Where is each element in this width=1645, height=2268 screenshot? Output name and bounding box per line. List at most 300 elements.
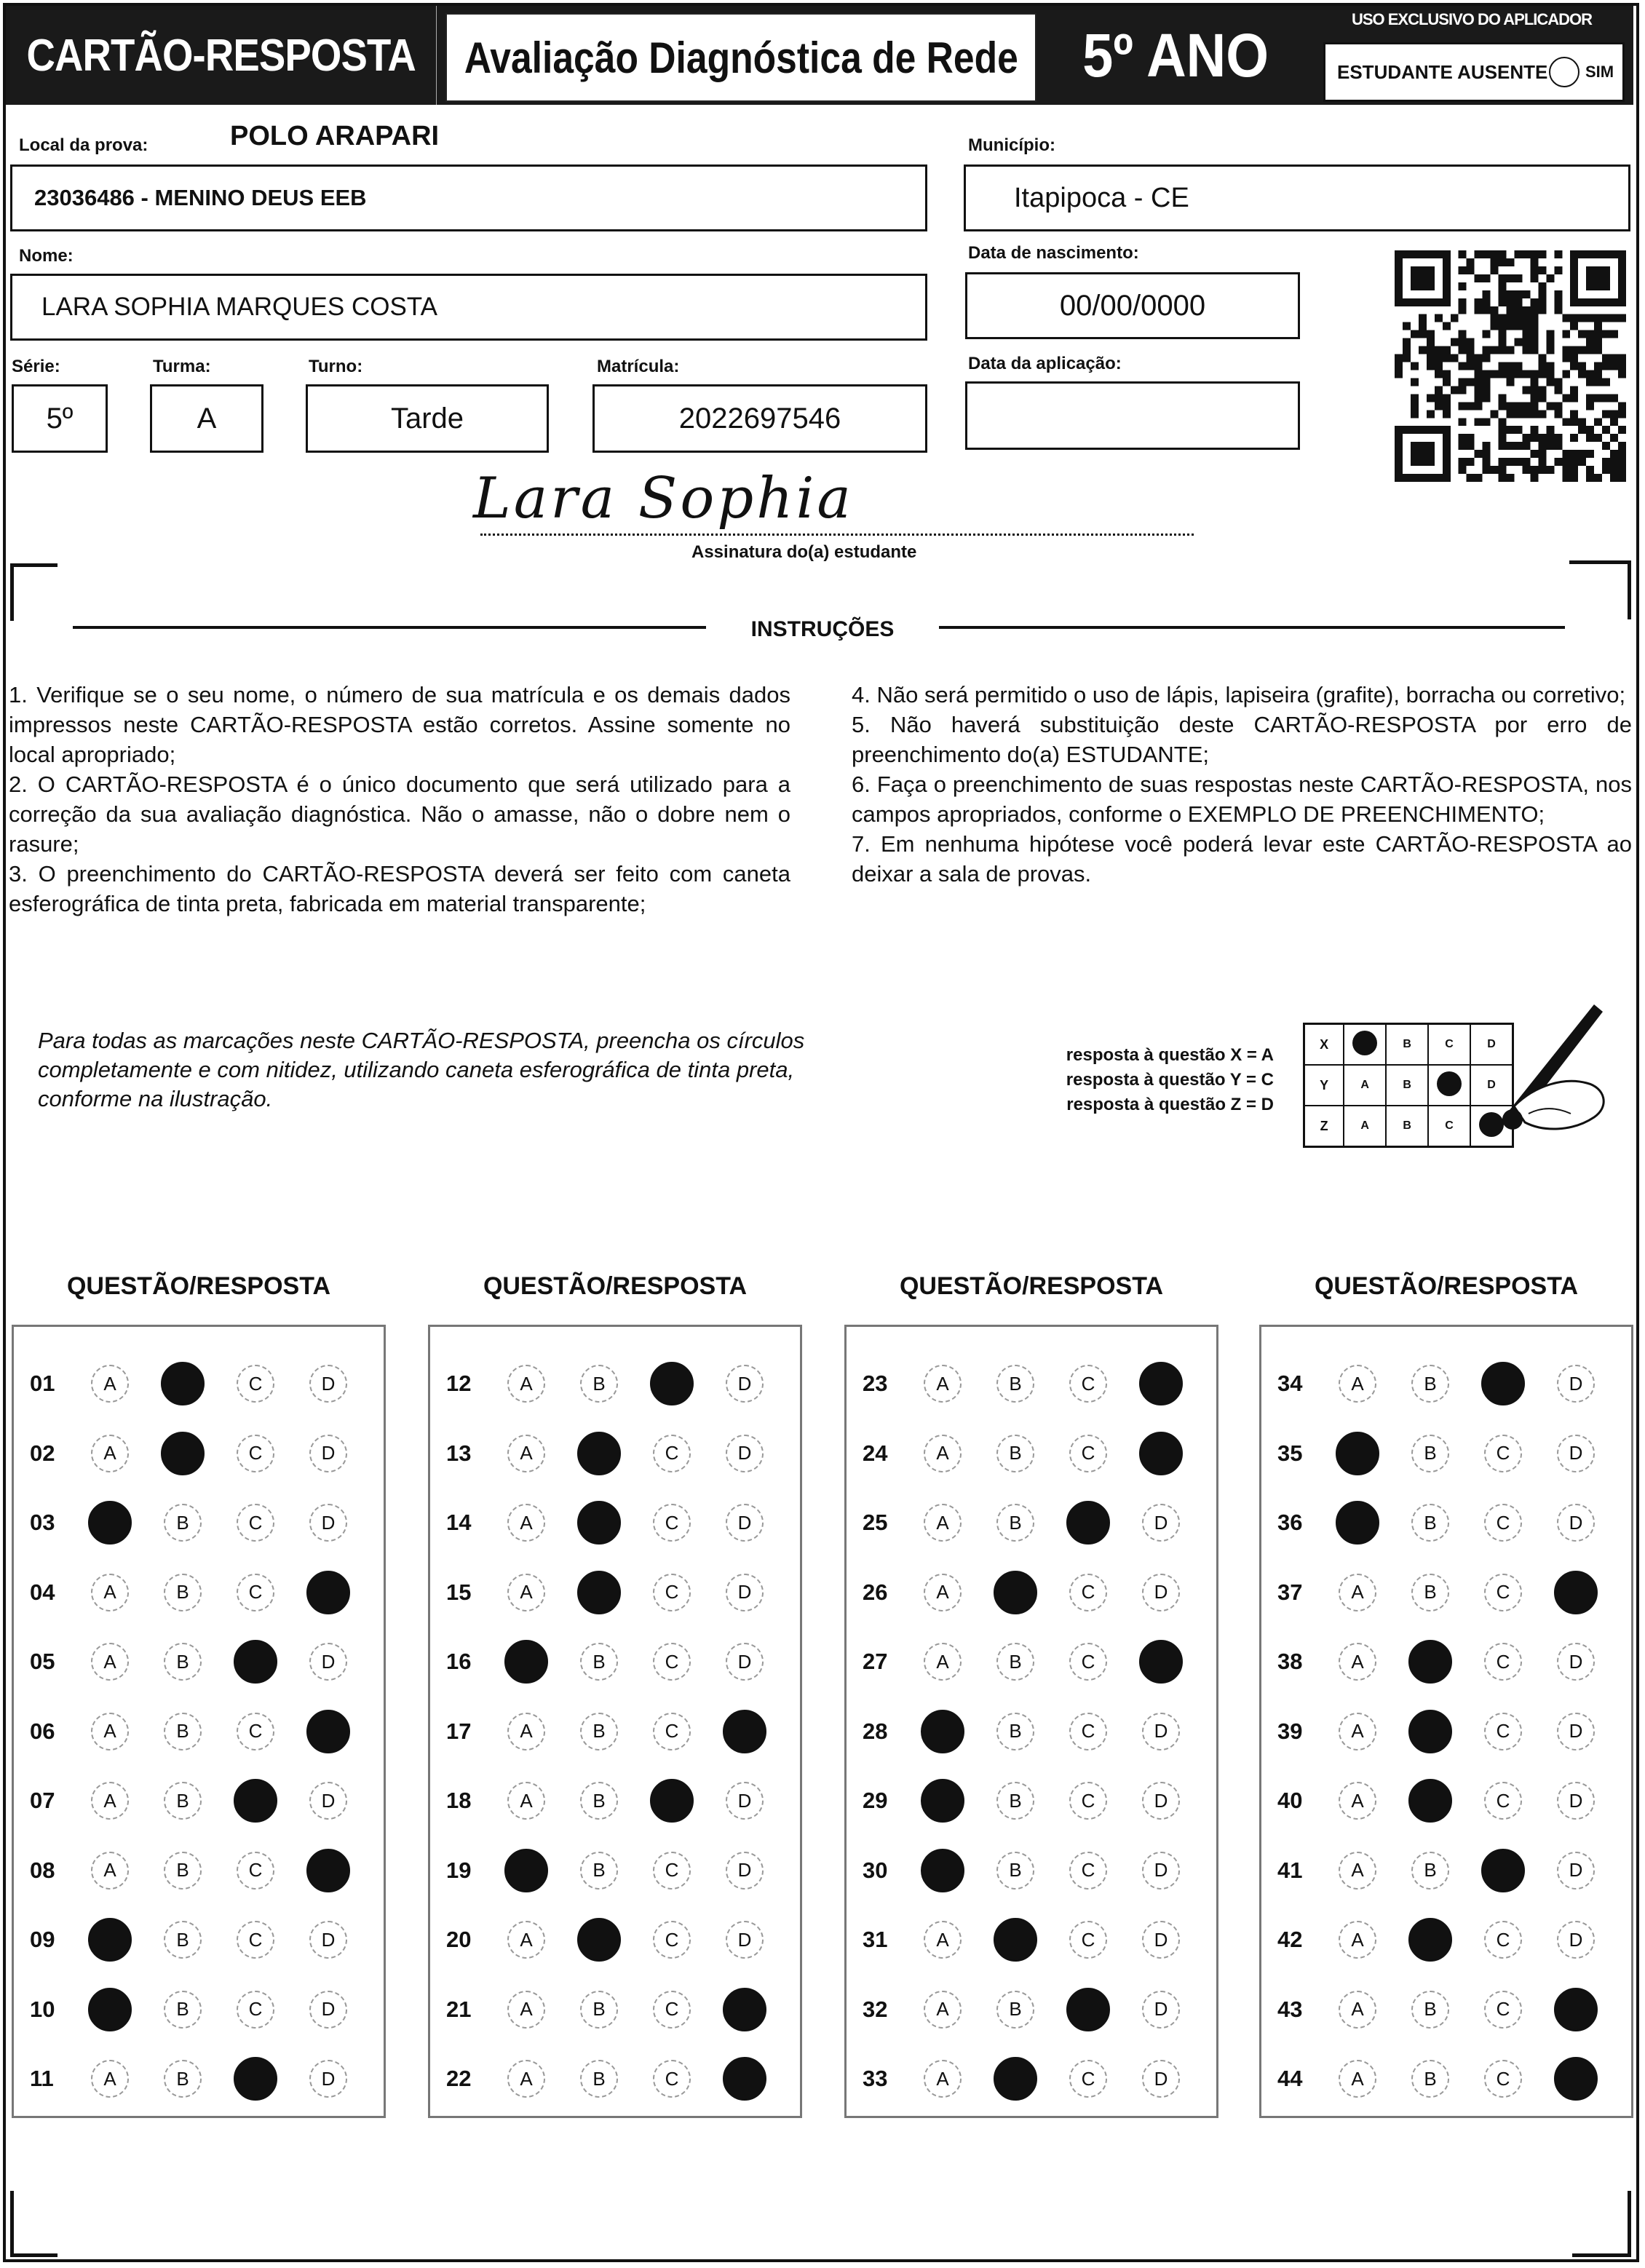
answer-bubble-filled[interactable]	[577, 1501, 621, 1545]
qr-module	[1546, 330, 1554, 338]
answer-bubble[interactable]: C	[1069, 1643, 1107, 1681]
answer-bubble[interactable]: D	[1557, 1643, 1595, 1681]
question-number: 11	[30, 2066, 54, 2091]
answer-bubble[interactable]: C	[237, 1852, 274, 1890]
answer-bubble[interactable]: A	[924, 1365, 962, 1403]
answer-bubble[interactable]: C	[1069, 1852, 1107, 1890]
answer-bubble-filled[interactable]	[921, 1849, 964, 1892]
answer-bubble[interactable]: C	[1069, 1365, 1107, 1403]
qr-module	[1411, 410, 1419, 418]
answer-bubble[interactable]: C	[1069, 2060, 1107, 2098]
answer-bubble[interactable]: A	[1339, 1782, 1376, 1820]
answer-bubble[interactable]: A	[91, 1643, 129, 1681]
local-value: POLO ARAPARI	[230, 121, 440, 151]
qr-module	[1586, 394, 1594, 402]
answer-bubble[interactable]: A	[91, 1782, 129, 1820]
answer-bubble[interactable]: A	[91, 2060, 129, 2098]
qr-module	[1451, 314, 1459, 322]
question-number: 05	[30, 1649, 55, 1674]
answer-bubble[interactable]: A	[507, 1365, 545, 1403]
answer-bubble[interactable]: A	[1339, 1991, 1376, 2029]
answer-bubble[interactable]: D	[726, 1921, 764, 1959]
answer-bubble[interactable]: D	[1557, 1365, 1595, 1403]
answer-bubble-filled[interactable]	[1554, 1571, 1598, 1614]
answer-bubble[interactable]: A	[507, 2060, 545, 2098]
qr-module	[1522, 338, 1530, 346]
answer-bubble-filled[interactable]	[1066, 1988, 1110, 2031]
answer-bubble[interactable]: B	[1411, 1504, 1449, 1542]
answer-bubble-filled[interactable]	[723, 1710, 766, 1753]
qr-module	[1586, 434, 1594, 442]
answer-bubble-filled[interactable]	[577, 1432, 621, 1475]
question-number: 33	[863, 2066, 888, 2091]
qr-module	[1594, 418, 1602, 426]
qr-module	[1475, 370, 1483, 378]
qr-module	[1554, 378, 1562, 386]
applicator-label: USO EXCLUSIVO DO APLICADOR	[1351, 10, 1593, 28]
qr-module	[1514, 338, 1522, 346]
answer-bubble[interactable]: D	[1142, 1782, 1180, 1820]
qr-module	[1459, 362, 1467, 370]
qr-module	[1570, 394, 1578, 402]
matricula-value: 2022697546	[678, 402, 841, 435]
answer-bubble[interactable]: B	[1411, 2060, 1449, 2098]
answer-bubble-filled[interactable]	[306, 1710, 350, 1753]
qr-module	[1610, 434, 1618, 442]
answer-bubble[interactable]: C	[237, 1435, 274, 1472]
qr-module	[1538, 386, 1546, 394]
answer-bubble-filled[interactable]	[1408, 1640, 1452, 1684]
answer-bubble[interactable]: C	[653, 1643, 691, 1681]
qr-module	[1475, 394, 1483, 402]
answer-bubble[interactable]: B	[164, 1643, 202, 1681]
qr-module	[1546, 442, 1554, 450]
answer-bubble-filled[interactable]	[504, 1640, 548, 1684]
corner-top-right	[1569, 560, 1631, 619]
answer-bubble[interactable]: A	[507, 1435, 545, 1472]
answer-bubble-filled[interactable]	[1408, 1918, 1452, 1962]
answer-bubble[interactable]: B	[996, 1713, 1034, 1750]
answer-bubble[interactable]: D	[1557, 1921, 1595, 1959]
answer-bubble[interactable]: B	[996, 1991, 1034, 2029]
answer-bubble[interactable]: B	[164, 1921, 202, 1959]
answer-bubble[interactable]: D	[1142, 1991, 1180, 2029]
qr-module	[1594, 314, 1602, 322]
qr-module	[1530, 378, 1538, 386]
qr-module	[1594, 378, 1602, 386]
answer-bubble[interactable]: D	[1557, 1713, 1595, 1750]
answer-bubble-filled[interactable]	[504, 1849, 548, 1892]
answer-bubble[interactable]: C	[1069, 1921, 1107, 1959]
question-row	[847, 2044, 1215, 2114]
qr-module	[1459, 402, 1467, 410]
question-row	[1261, 1349, 1630, 1419]
answer-bubble[interactable]: B	[164, 1852, 202, 1890]
qr-module	[1570, 354, 1578, 362]
answer-bubble[interactable]: C	[1484, 1921, 1522, 1959]
answer-bubble[interactable]: D	[1557, 1852, 1595, 1890]
qr-module	[1578, 426, 1586, 434]
answer-bubble[interactable]: D	[1557, 1504, 1595, 1542]
answer-bubble[interactable]: D	[309, 1365, 347, 1403]
answer-bubble[interactable]: B	[996, 1782, 1034, 1820]
answer-bubble[interactable]: D	[726, 1504, 764, 1542]
answer-bubble[interactable]: D	[309, 1504, 347, 1542]
qr-module	[1459, 466, 1467, 474]
qr-module	[1570, 418, 1578, 426]
answer-bubble[interactable]: D	[309, 1782, 347, 1820]
qr-module	[1459, 418, 1467, 426]
answer-bubble[interactable]: C	[653, 1991, 691, 2029]
answer-bubble[interactable]: C	[653, 1921, 691, 1959]
answer-bubble-filled[interactable]	[161, 1362, 205, 1405]
answer-bubble[interactable]: D	[1142, 1713, 1180, 1750]
answer-bubble-filled[interactable]	[1554, 1988, 1598, 2031]
answer-bubble[interactable]: D	[726, 1365, 764, 1403]
answer-bubble[interactable]: C	[1484, 1504, 1522, 1542]
qr-module	[1602, 394, 1610, 402]
qr-module	[1499, 474, 1507, 482]
question-number: 22	[446, 2066, 472, 2091]
answer-bubble-filled[interactable]	[994, 1571, 1037, 1614]
qr-module	[1522, 442, 1530, 450]
answer-bubble-filled[interactable]	[1336, 1432, 1379, 1475]
answer-bubble[interactable]: B	[580, 1643, 618, 1681]
answer-bubble[interactable]: D	[1142, 2060, 1180, 2098]
question-number: 26	[863, 1579, 888, 1605]
qr-module	[1507, 426, 1515, 434]
qr-module	[1530, 466, 1538, 474]
answer-bubble[interactable]: A	[507, 1991, 545, 2029]
answer-bubble[interactable]: A	[1339, 1643, 1376, 1681]
answer-bubble-filled[interactable]	[306, 1571, 350, 1614]
answer-bubble-filled[interactable]	[1481, 1849, 1525, 1892]
answer-bubble-filled[interactable]	[234, 1640, 277, 1684]
qr-module	[1475, 274, 1483, 282]
qr-module	[1491, 258, 1499, 266]
question-row	[847, 1975, 1215, 2045]
answer-bubble[interactable]: D	[726, 1852, 764, 1890]
qr-module	[1459, 282, 1467, 290]
answer-bubble[interactable]: D	[1142, 1504, 1180, 1542]
answer-bubble[interactable]: B	[164, 1713, 202, 1750]
answer-column-title: QUESTÃO/RESPOSTA	[899, 1272, 1164, 1300]
answer-bubble[interactable]: C	[653, 2060, 691, 2098]
municipio-value: Itapipoca - CE	[1014, 182, 1189, 213]
qr-module	[1530, 394, 1538, 402]
answer-bubble[interactable]: B	[164, 1574, 202, 1611]
qr-module	[1483, 250, 1491, 258]
nascimento-value: 00/00/0000	[1059, 289, 1206, 322]
answer-bubble[interactable]: A	[507, 1782, 545, 1820]
answer-bubble[interactable]: B	[164, 1991, 202, 2029]
answer-bubble[interactable]: A	[507, 1713, 545, 1750]
matricula-label: Matrícula:	[597, 357, 680, 376]
answer-bubble-filled[interactable]	[723, 1988, 766, 2031]
answer-bubble[interactable]: B	[164, 1782, 202, 1820]
question-number: 04	[30, 1579, 55, 1605]
answer-bubble[interactable]: A	[1339, 2060, 1376, 2098]
answer-bubble[interactable]: B	[580, 1782, 618, 1820]
answer-bubble-filled[interactable]	[577, 1571, 621, 1614]
answer-bubble[interactable]: A	[924, 1504, 962, 1542]
answer-bubble-filled[interactable]	[1139, 1362, 1183, 1405]
answer-bubble[interactable]: B	[580, 2060, 618, 2098]
answer-bubble[interactable]: B	[1411, 1574, 1449, 1611]
answer-bubble-filled[interactable]	[650, 1362, 694, 1405]
answer-bubble[interactable]: C	[653, 1852, 691, 1890]
qr-module	[1514, 426, 1522, 434]
qr-module	[1586, 402, 1594, 410]
aplicacao-field	[965, 381, 1300, 450]
qr-module	[1475, 306, 1483, 314]
answer-bubble-filled[interactable]	[1481, 1362, 1525, 1405]
answer-bubble-filled[interactable]	[994, 1918, 1037, 1962]
answer-bubble[interactable]: A	[1339, 1713, 1376, 1750]
answer-bubble-filled[interactable]	[650, 1779, 694, 1823]
answer-bubble[interactable]: C	[1484, 1713, 1522, 1750]
student-signature: Lara Sophia	[473, 466, 854, 531]
answer-bubble[interactable]: B	[996, 1504, 1034, 1542]
qr-module	[1570, 434, 1578, 442]
answer-bubble[interactable]: C	[1484, 1991, 1522, 2029]
answer-bubble[interactable]: D	[309, 1435, 347, 1472]
question-number: 29	[863, 1788, 888, 1813]
answer-bubble[interactable]: D	[309, 1921, 347, 1959]
qr-module	[1459, 386, 1467, 394]
question-row	[1261, 1419, 1630, 1488]
answer-bubble-filled[interactable]	[723, 2057, 766, 2101]
qr-module	[1578, 330, 1586, 338]
turno-field	[306, 384, 549, 453]
answer-bubble[interactable]: B	[1411, 1435, 1449, 1472]
answer-bubble-filled[interactable]	[88, 1988, 132, 2031]
qr-module	[1530, 346, 1538, 354]
answer-bubble[interactable]: C	[1069, 1782, 1107, 1820]
qr-module	[1459, 266, 1467, 274]
answer-bubble[interactable]: C	[1069, 1435, 1107, 1472]
answer-bubble[interactable]: A	[91, 1713, 129, 1750]
answer-bubble[interactable]: C	[1484, 1782, 1522, 1820]
question-row	[847, 1349, 1215, 1419]
answer-bubble[interactable]: B	[164, 1504, 202, 1542]
answer-bubble[interactable]: C	[237, 1574, 274, 1611]
qr-module	[1562, 394, 1570, 402]
example-bubble: D	[1487, 1079, 1496, 1091]
answer-bubble[interactable]: B	[1411, 1991, 1449, 2029]
qr-module	[1562, 450, 1570, 458]
answer-bubble[interactable]: C	[237, 1504, 274, 1542]
qr-module	[1522, 370, 1530, 378]
qr-module	[1435, 386, 1443, 394]
answer-bubble[interactable]: A	[1339, 1574, 1376, 1611]
qr-module	[1530, 370, 1538, 378]
answer-bubble-filled[interactable]	[921, 1779, 964, 1823]
answer-bubble[interactable]: B	[996, 1643, 1034, 1681]
answer-bubble[interactable]: C	[1484, 2060, 1522, 2098]
answer-bubble-filled[interactable]	[234, 2057, 277, 2101]
answer-bubble[interactable]: B	[1411, 1852, 1449, 1890]
answer-bubble[interactable]: C	[237, 1365, 274, 1403]
qr-module	[1554, 266, 1562, 274]
answer-bubble-filled[interactable]	[1408, 1779, 1452, 1823]
answer-bubble[interactable]: B	[164, 2060, 202, 2098]
answer-bubble[interactable]: D	[1557, 1435, 1595, 1472]
answer-bubble[interactable]: B	[580, 1713, 618, 1750]
answer-bubble[interactable]: B	[1411, 1365, 1449, 1403]
answer-bubble[interactable]: A	[91, 1435, 129, 1472]
answer-bubble-filled[interactable]	[88, 1918, 132, 1962]
answer-bubble-filled[interactable]	[921, 1710, 964, 1753]
answer-bubble[interactable]: C	[1069, 1713, 1107, 1750]
qr-module	[1522, 290, 1530, 298]
answer-bubble[interactable]: A	[507, 1574, 545, 1611]
question-number: 24	[863, 1440, 888, 1466]
answer-bubble[interactable]: D	[309, 1643, 347, 1681]
qr-module	[1467, 402, 1475, 410]
answer-bubble[interactable]: B	[580, 1991, 618, 2029]
answer-column	[844, 1325, 1218, 2118]
qr-module	[1602, 466, 1610, 474]
qr-module	[1459, 434, 1467, 442]
qr-module	[1618, 370, 1626, 378]
question-row	[1261, 1836, 1630, 1906]
exam-title	[445, 13, 1036, 102]
question-row	[14, 1558, 382, 1627]
grade-badge-text: 5º ANO	[1082, 20, 1269, 90]
answer-bubble[interactable]: A	[1339, 1365, 1376, 1403]
qr-module	[1467, 258, 1475, 266]
answer-bubble[interactable]: C	[237, 1991, 274, 2029]
student-absent-bubble[interactable]	[1549, 57, 1579, 87]
answer-bubble[interactable]: B	[996, 1435, 1034, 1472]
qr-module	[1443, 346, 1451, 354]
qr-module	[1507, 290, 1515, 298]
turno-value: Tarde	[390, 402, 464, 435]
qr-module	[1411, 402, 1419, 410]
answer-bubble[interactable]: D	[1142, 1574, 1180, 1611]
answer-bubble[interactable]: A	[924, 1574, 962, 1611]
example-row-label: Y	[1304, 1065, 1344, 1106]
answer-bubble[interactable]: A	[924, 1991, 962, 2029]
answer-bubble[interactable]: B	[996, 1852, 1034, 1890]
answer-bubble[interactable]: C	[1484, 1643, 1522, 1681]
answer-bubble[interactable]: D	[1142, 1921, 1180, 1959]
answer-bubble[interactable]: A	[1339, 1852, 1376, 1890]
answer-bubble-filled[interactable]	[1139, 1432, 1183, 1475]
answer-bubble[interactable]: A	[91, 1852, 129, 1890]
qr-module	[1538, 290, 1546, 298]
example-bubble: D	[1487, 1038, 1496, 1050]
qr-module	[1594, 394, 1602, 402]
qr-module	[1459, 306, 1467, 314]
answer-bubble[interactable]: C	[1484, 1435, 1522, 1472]
answer-bubble[interactable]: D	[726, 1643, 764, 1681]
qr-module	[1570, 322, 1578, 330]
answer-bubble[interactable]: A	[91, 1365, 129, 1403]
question-number: 01	[30, 1371, 55, 1396]
qr-module	[1530, 314, 1538, 322]
answer-bubble-filled[interactable]	[306, 1849, 350, 1892]
answer-bubble-filled[interactable]	[577, 1918, 621, 1962]
answer-bubble-filled[interactable]	[1408, 1710, 1452, 1753]
answer-bubble[interactable]: B	[580, 1852, 618, 1890]
student-absent-label: ESTUDANTE AUSENTE	[1337, 60, 1548, 83]
qr-module	[1602, 410, 1610, 418]
qr-module	[1578, 418, 1586, 426]
answer-bubble-filled[interactable]	[994, 2057, 1037, 2101]
answer-bubble[interactable]: D	[726, 1574, 764, 1611]
instruction-item: 5. Não haverá substituição deste CARTÃO-RESPOSTA por erro de preenchimento do(a) ESTUDANTE;	[852, 712, 1632, 767]
answer-bubble-filled[interactable]	[1336, 1501, 1379, 1545]
answer-bubble[interactable]: A	[507, 1504, 545, 1542]
answer-bubble[interactable]: A	[924, 1435, 962, 1472]
answer-bubble[interactable]: D	[1557, 1782, 1595, 1820]
answer-bubble[interactable]: C	[237, 1713, 274, 1750]
answer-bubble[interactable]: C	[1484, 1574, 1522, 1611]
answer-bubble[interactable]: C	[653, 1574, 691, 1611]
answer-bubble[interactable]: A	[91, 1574, 129, 1611]
qr-module	[1610, 466, 1618, 474]
answer-bubble[interactable]: C	[1069, 1574, 1107, 1611]
question-row	[1261, 1627, 1630, 1697]
answer-bubble[interactable]: A	[924, 2060, 962, 2098]
answer-bubble[interactable]: C	[653, 1713, 691, 1750]
answer-column	[428, 1325, 802, 2118]
qr-module	[1483, 386, 1491, 394]
question-row	[847, 1488, 1215, 1558]
answer-bubble-filled[interactable]	[1066, 1501, 1110, 1545]
answer-bubble[interactable]: C	[653, 1504, 691, 1542]
answer-bubble[interactable]: A	[507, 1921, 545, 1959]
qr-module	[1578, 314, 1586, 322]
answer-bubble-filled[interactable]	[1139, 1640, 1183, 1684]
answer-column-title: QUESTÃO/RESPOSTA	[483, 1272, 748, 1300]
answer-bubble[interactable]: A	[924, 1921, 962, 1959]
answer-bubble[interactable]: D	[1142, 1852, 1180, 1890]
answer-bubble-filled[interactable]	[234, 1779, 277, 1823]
question-row	[14, 1349, 382, 1419]
answer-bubble[interactable]: D	[726, 1782, 764, 1820]
qr-module	[1530, 450, 1538, 458]
answer-bubble[interactable]: D	[309, 2060, 347, 2098]
answer-bubble[interactable]: A	[924, 1643, 962, 1681]
question-number: 38	[1277, 1649, 1303, 1674]
qr-module	[1507, 274, 1515, 282]
school-field	[10, 164, 927, 231]
question-number: 08	[30, 1857, 55, 1883]
qr-module	[1570, 314, 1578, 322]
answer-bubble[interactable]: A	[1339, 1921, 1376, 1959]
answer-bubble[interactable]: B	[996, 1365, 1034, 1403]
answer-bubble-filled[interactable]	[161, 1432, 205, 1475]
qr-module	[1530, 434, 1538, 442]
answer-bubble[interactable]: C	[653, 1435, 691, 1472]
answer-bubble-filled[interactable]	[88, 1501, 132, 1545]
qr-module	[1499, 322, 1507, 330]
answer-bubble[interactable]: C	[237, 1921, 274, 1959]
answer-bubble[interactable]: D	[726, 1435, 764, 1472]
qr-module	[1467, 458, 1475, 466]
qr-module	[1507, 258, 1515, 266]
answer-bubble[interactable]: D	[309, 1991, 347, 2029]
answer-bubble[interactable]: B	[580, 1365, 618, 1403]
qr-module	[1554, 442, 1562, 450]
qr-module	[1499, 290, 1507, 298]
qr-module	[1475, 250, 1483, 258]
answer-bubble-filled[interactable]	[1554, 2057, 1598, 2101]
qr-module	[1578, 450, 1586, 458]
